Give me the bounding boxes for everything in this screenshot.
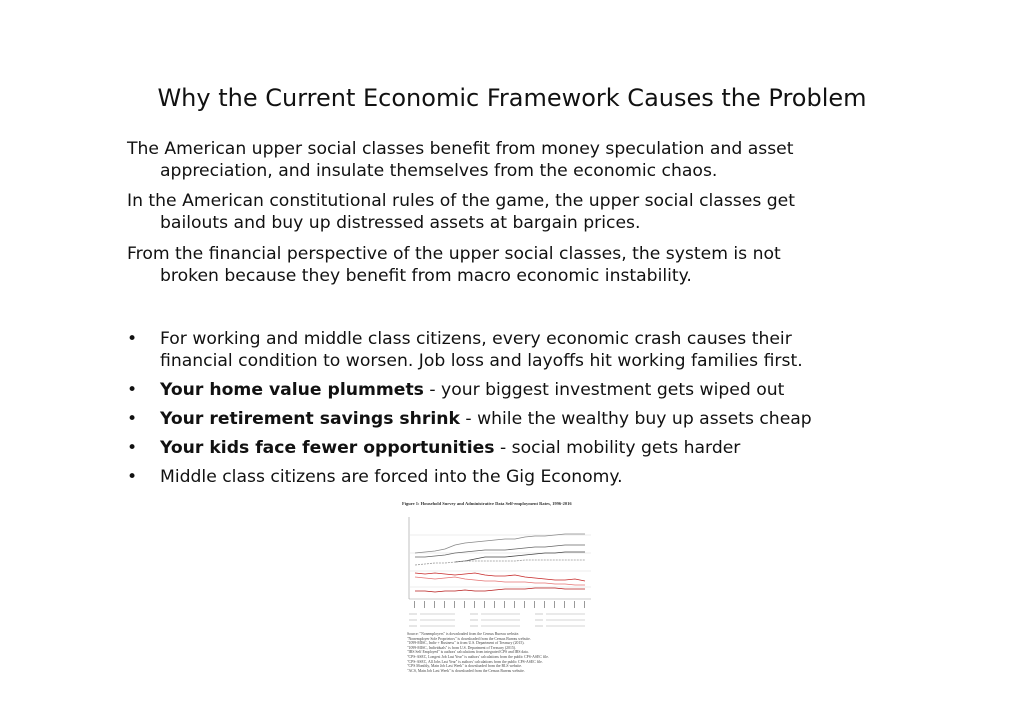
bullet-text: - while the wealthy buy up assets cheap (459, 409, 812, 429)
paragraph-1-line-1: The American upper social classes benefit from money speculation and asset (127, 139, 794, 159)
bullet-dot: • (127, 409, 138, 429)
figure-note: Source: "Nonemployers" is downloaded from the Census Bureau website. (407, 632, 520, 636)
figure-note: "1099-MISC, Indiv + Business" is from U.S. Department of Treasury (2015). (407, 641, 525, 646)
bullet-item (127, 408, 927, 430)
figure-note: "IRS Self Employed" is authors' calculations from integrated CPS and IRS data. (407, 650, 529, 655)
figure-title: Figure 1: Household Survey and Administrative Data Self-employment Rates, 1996-2016 (402, 501, 572, 506)
paragraph-3-line-1: From the financial perspective of the upper social classes, the system is not (127, 244, 781, 264)
figure-note: "Nonemployer Sole Proprietors" is downloaded from the Census Bureau website. (407, 636, 531, 641)
paragraph-1-line-2: appreciation, and insulate themselves from the economic chaos. (160, 161, 718, 181)
bullet-item (127, 437, 927, 459)
figure-chart-image (395, 507, 615, 631)
slide-title: Why the Current Economic Framework Causes the Problem (157, 84, 867, 112)
paragraph-1 (127, 138, 917, 182)
bullet-text-line-2: financial condition to worsen. Job loss and layoffs hit working families first. (160, 351, 803, 371)
figure-note: "ACS, Main Job Last Week" is downloaded from the Census Bureau website. (407, 668, 525, 673)
figure-source-notes (407, 632, 607, 673)
figure-note: "CPS-ASEC, All Jobs Last Year" is authors' calculations from the public CPS-ASEC file. (407, 659, 543, 664)
bullet-dot: • (127, 438, 138, 458)
figure-note: "CPS-ASEC, Longest Job Last Year" is authors' calculations from the public CPS-ASEC file. (407, 654, 549, 659)
bullet-text: - your biggest investment gets wiped out (423, 380, 785, 400)
paragraph-2-line-1: In the American constitutional rules of the game, the upper social classes get (127, 191, 795, 211)
bullet-list (127, 328, 927, 495)
paragraph-3-line-2: broken because they benefit from macro economic instability. (160, 266, 692, 286)
bullet-item (127, 328, 927, 372)
bullet-dot: • (127, 380, 138, 400)
paragraph-2-line-2: bailouts and buy up distressed assets at bargain prices. (160, 213, 641, 233)
bullet-text-line-1: For working and middle class citizens, every economic crash causes their (160, 329, 792, 349)
figure-note: "CPS Monthly, Main Job Last Week" is downloaded from the BLS website. (407, 664, 523, 669)
bullet-item (127, 379, 927, 401)
embedded-figure (395, 497, 615, 675)
figure-note: "1099-MISC, Individuals" is from U.S. Department of Treasury (2015). (407, 645, 516, 650)
bullet-bold-text: Your retirement savings shrink (160, 409, 460, 429)
paragraph-3 (127, 243, 917, 287)
paragraph-2 (127, 190, 917, 234)
bullet-text: Middle class citizens are forced into the Gig Economy. (160, 467, 623, 487)
bullet-bold-text: Your home value plummets (160, 380, 424, 400)
bullet-dot: • (127, 467, 138, 487)
bullet-bold-text: Your kids face fewer opportunities (160, 438, 495, 458)
bullet-item (127, 466, 927, 488)
bullet-dot: • (127, 329, 138, 349)
bullet-text: - social mobility gets harder (494, 438, 741, 458)
